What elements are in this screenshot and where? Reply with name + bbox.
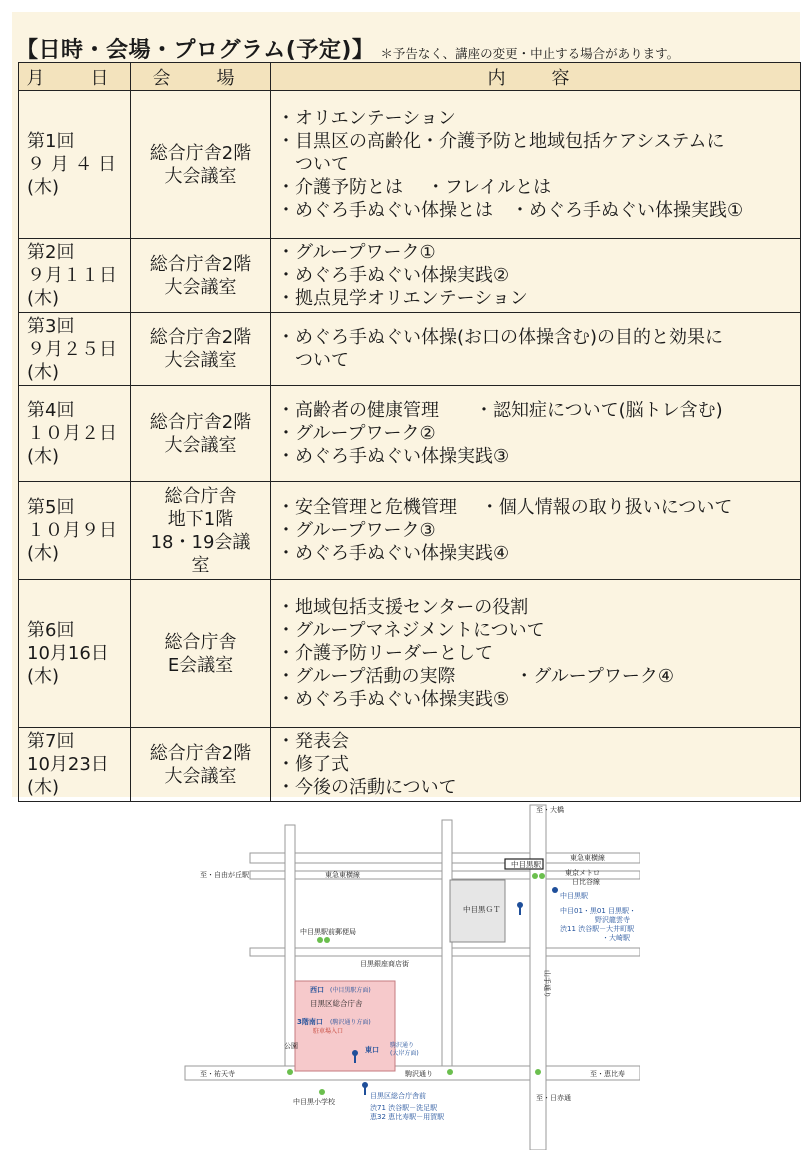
session-no: 第3回	[27, 315, 75, 337]
content-item: ・グループ活動の実際 ・グループワーク④	[277, 666, 674, 687]
content-item: ・介護予防リーダーとして	[277, 643, 493, 664]
content-item: ・発表会	[277, 731, 349, 752]
session-venue-cell	[131, 313, 271, 386]
content-item: ・高齢者の健康管理 ・認知症について(脳トレ含む)	[277, 400, 723, 421]
label-bus-route2-2: 恵32 恵比寿駅－用賀駅	[370, 1113, 445, 1121]
label-komazawa: 駒沢通り	[405, 1070, 433, 1078]
session-day: (木)	[27, 543, 60, 564]
content-item: ・グループマネジメントについて	[277, 620, 545, 641]
session-content-cell	[271, 313, 801, 386]
session-date: 10月23日	[27, 754, 109, 775]
session-date-cell	[19, 482, 131, 580]
venue-line: 総合庁舎2階	[149, 253, 252, 275]
label-yamate-dori: 山手通り	[543, 970, 551, 998]
label-bus-route-4: ・大崎駅	[560, 934, 630, 942]
session-no: 第6回	[27, 620, 75, 641]
session-content-cell	[271, 91, 801, 239]
label-west-exit-sub: (中目黒駅方面)	[330, 987, 371, 994]
session-no: 第1回	[27, 131, 75, 152]
session-venue-cell	[131, 580, 271, 728]
venue-line: 室	[191, 554, 210, 576]
content-item: ・めぐろ手ぬぐい体操とは ・めぐろ手ぬぐい体操実践①	[277, 200, 744, 221]
venue-line: 大会議室	[164, 350, 237, 371]
table-row	[19, 91, 801, 239]
session-date: １０月９日	[27, 520, 117, 541]
session-venue-cell	[131, 239, 271, 313]
program-document	[12, 12, 800, 797]
label-school: 中目黒小学校	[293, 1098, 335, 1106]
content-item: ・めぐろ手ぬぐい体操実践⑤	[277, 689, 510, 710]
venue-line: 大会議室	[164, 276, 237, 298]
label-south-exit-sub: (駒沢通り方面)	[330, 1019, 371, 1026]
session-day: (木)	[27, 177, 60, 198]
table-row	[19, 580, 801, 728]
table-row	[19, 386, 801, 482]
label-to-ohashi: 至・大橋	[536, 806, 564, 814]
content-item: ・めぐろ手ぬぐい体操(お口の体操含む)の目的と効果に	[277, 327, 724, 348]
session-content-cell	[271, 728, 801, 802]
session-content-cell	[271, 386, 801, 482]
table-row	[19, 482, 801, 580]
page-title: 【日時・会場・プログラム(予定)】	[16, 38, 375, 63]
access-map	[180, 800, 640, 1150]
label-parking: 駐車場入口	[313, 1028, 344, 1035]
label-bus-route2-1: 渋71 渋谷駅－洗足駅	[370, 1104, 438, 1112]
table-row	[19, 239, 801, 313]
session-day: (木)	[27, 288, 60, 309]
label-tokyo-metro: 東京メトロ	[565, 869, 600, 877]
label-keikyu-line: 東急東横線	[570, 854, 605, 862]
content-item: ・介護予防とは ・フレイルとは	[277, 177, 552, 198]
header-venue: 会 場	[131, 63, 271, 91]
content-item: ・グループワーク③	[277, 520, 436, 541]
content-item: ・オリエンテーション	[277, 108, 456, 129]
session-date-cell	[19, 580, 131, 728]
venue-line: 地下1階	[167, 508, 234, 530]
session-day: (木)	[27, 777, 60, 798]
venue-line: E会議室	[167, 654, 234, 676]
label-to-ebisu: 至・恵比寿	[590, 1070, 625, 1078]
schedule-table	[18, 62, 801, 802]
session-day: (木)	[27, 446, 60, 467]
table-row	[19, 728, 801, 802]
header-content: 内 容	[271, 63, 801, 91]
label-bus-nakameguro: 中目黒駅	[560, 892, 588, 900]
content-item: ・修了式	[277, 754, 349, 775]
session-content-cell	[271, 580, 801, 728]
session-date: ９月１１日	[27, 265, 117, 286]
label-post-office: 中目黒駅前郵便局	[300, 928, 356, 936]
change-notice: ＊予告なく、講座の変更・中止する場合があります。	[380, 46, 680, 61]
session-date: ９月２５日	[27, 338, 117, 360]
label-south-exit: 3階南口	[297, 1018, 323, 1026]
table-header-row	[19, 63, 801, 91]
program-heading	[16, 18, 679, 64]
session-date: ９ 月 ４ 日	[27, 154, 117, 175]
venue-line: 総合庁舎	[164, 485, 237, 507]
session-date-cell	[19, 728, 131, 802]
session-venue-cell	[131, 91, 271, 239]
venue-line: 総合庁舎2階	[149, 742, 252, 764]
session-no: 第2回	[27, 242, 75, 263]
session-day: (木)	[27, 666, 60, 687]
session-venue-cell	[131, 728, 271, 802]
session-date: １０月２日	[27, 423, 117, 444]
label-west-exit: 西口	[310, 986, 324, 994]
content-item: ・目黒区の高齢化・介護予防と地域包括ケアシステムに	[277, 131, 725, 152]
session-no: 第7回	[27, 731, 75, 752]
content-item: ・グループワーク②	[277, 423, 436, 444]
label-bus-route-3: 渋11 渋谷駅－大井町駅	[560, 925, 635, 933]
session-content-cell	[271, 239, 801, 313]
session-no: 第4回	[27, 400, 75, 421]
content-item: ついて	[277, 154, 349, 175]
label-bus-route-1: 中目01・黒01 目黒駅・	[560, 907, 637, 915]
label-city-hall: 目黒区総合庁舎	[310, 999, 363, 1008]
header-date: 月 日	[19, 63, 131, 91]
session-date-cell	[19, 386, 131, 482]
road-west	[285, 825, 295, 1066]
content-item: ・拠点見学オリエンテーション	[277, 288, 528, 309]
session-date: 10月16日	[27, 643, 109, 664]
label-ginza-street: 目黒銀座商店街	[360, 960, 409, 968]
venue-line: 総合庁舎2階	[149, 411, 252, 433]
label-bus-route-2: 野沢龍雲寺	[560, 916, 630, 924]
label-bus-cityhall: 目黒区総合庁舎前	[370, 1092, 426, 1100]
label-hibiya-line: 日比谷線	[572, 878, 600, 886]
session-venue-cell	[131, 386, 271, 482]
label-east-exit-sub: 駒沢通り	[390, 1042, 415, 1049]
label-nakameguro-gt: 中目黒ＧＴ	[463, 905, 501, 914]
content-item: ・地域包括支援センターの役割	[277, 597, 529, 618]
table-row	[19, 313, 801, 386]
content-item: ・安全管理と危機管理 ・個人情報の取り扱いについて	[277, 497, 733, 518]
venue-line: 大会議室	[164, 765, 237, 787]
venue-line: 大会議室	[164, 434, 237, 456]
content-item: ・グループワーク①	[277, 242, 436, 263]
session-day: (木)	[27, 361, 60, 383]
content-item: ・めぐろ手ぬぐい体操実践③	[277, 446, 510, 467]
content-item: ・めぐろ手ぬぐい体操実践④	[277, 543, 510, 564]
content-item: ・めぐろ手ぬぐい体操実践②	[277, 265, 510, 286]
label-toyoko-line: 東急東横線	[325, 871, 360, 879]
venue-line: 大会議室	[164, 165, 237, 187]
content-item: ・今後の活動について	[277, 777, 457, 798]
venue-line: 18・19会議	[150, 531, 251, 553]
session-venue-cell	[131, 482, 271, 580]
label-east-exit-sub2: (大岸方面)	[390, 1050, 419, 1057]
venue-line: 総合庁舎2階	[149, 142, 252, 164]
label-to-jiyugaoka: 至・自由が丘駅	[200, 871, 249, 879]
road-middle	[442, 820, 452, 1066]
label-to-yutenji: 至・祐天寺	[200, 1070, 235, 1078]
session-content-cell	[271, 482, 801, 580]
session-date-cell	[19, 313, 131, 386]
label-park: 公園	[284, 1042, 298, 1050]
label-to-hiroo: 至・日赤通	[536, 1094, 571, 1102]
label-east-exit: 東口	[365, 1046, 379, 1054]
session-date-cell	[19, 239, 131, 313]
session-date-cell	[19, 91, 131, 239]
city-hall-building	[295, 981, 395, 1071]
label-nakameguro-station: 中目黒駅	[511, 860, 541, 869]
session-no: 第5回	[27, 497, 75, 518]
venue-line: 総合庁舎	[164, 631, 237, 653]
venue-line: 総合庁舎2階	[149, 327, 252, 348]
content-item: ついて	[277, 350, 349, 371]
